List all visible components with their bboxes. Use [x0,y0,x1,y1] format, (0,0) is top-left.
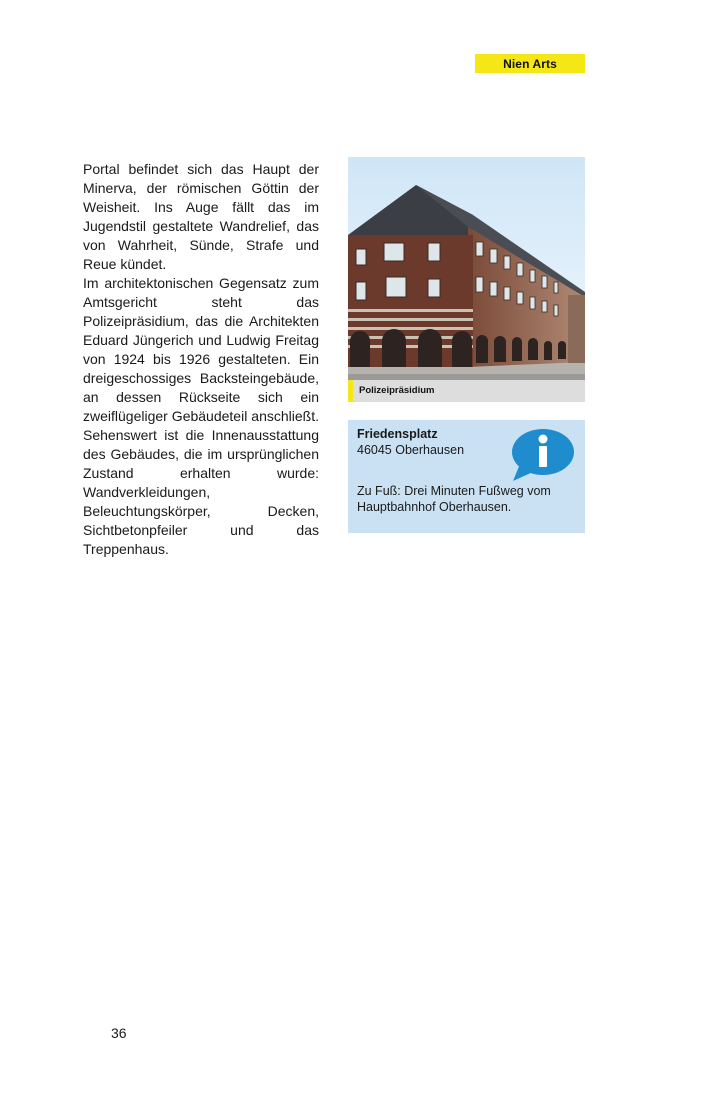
caption-accent-stripe [348,380,353,402]
building-illustration [348,157,585,402]
info-speech-bubble-icon [511,428,575,482]
page-number: 36 [111,1025,127,1041]
photo-caption: Polizeipräsidium [359,385,435,396]
info-city: 46045 Oberhausen [357,443,465,457]
section-tag: Nien Arts [475,54,585,73]
photo-caption-bar [348,380,585,402]
body-paragraph-1: Portal befindet sich das Haupt der Minerva, der römischen Göttin der Weisheit. Ins Auge fällt das im Jugendstil gestaltete Wandrelief, das von Wahrheit, Sünde, Strafe und Reue kündet. [83,161,319,272]
info-walking-directions: Zu Fuß: Drei Minuten Fußweg vom Hauptbahnhof Oberhausen. [357,484,551,514]
info-street: Friedensplatz [357,427,438,441]
info-box [348,420,585,533]
police-headquarters-photo [348,157,585,402]
body-paragraph-2: Im architektonischen Gegensatz zum Amtsgericht steht das Polizeipräsidium, das die Architekten Eduard Jüngerich und Ludwig Freitag von 1924 bis 1926 gestalteten. Ein dreigeschossiges Backsteingebäude, an dessen Rückseite sich ein zweiflügeliger Gebäudeteil anschließt. Sehenswert ist die Innenausstattung des Gebäudes, die im ursprünglichen Zustand erhalten wurde: Wandverkleidungen, Beleuchtungskörper, Decken, Sichtbetonpfeiler und das Treppenhaus. [83,275,319,557]
body-text [83,160,319,559]
